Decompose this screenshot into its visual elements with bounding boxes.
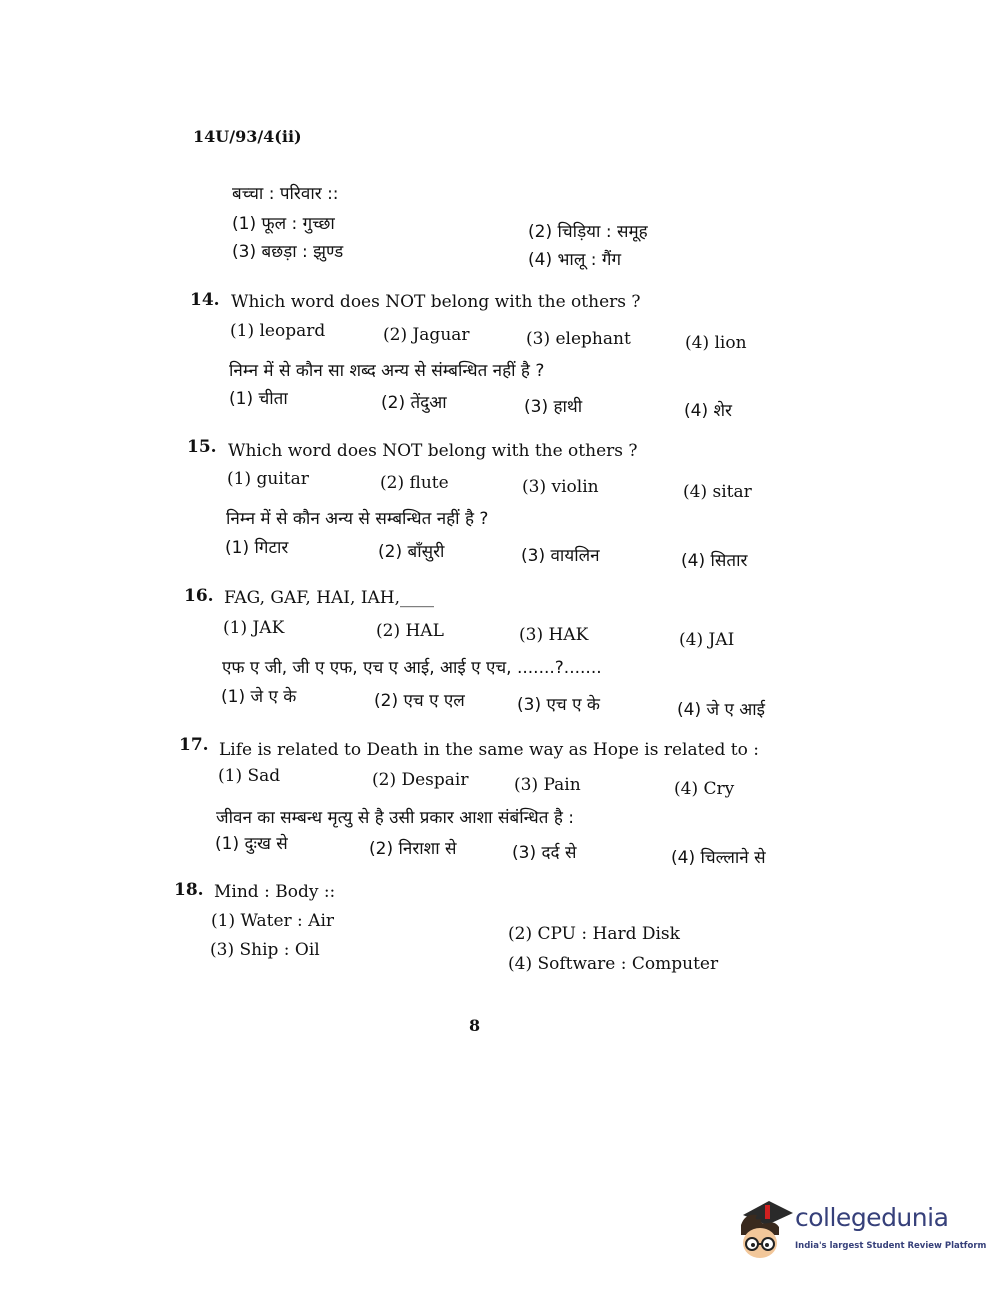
- q17-hindi-option-3: (3) दर्द से: [512, 843, 577, 863]
- q14-text: Which word does NOT belong with the others ?: [231, 292, 641, 312]
- logo-brand: collegedunia: [795, 1203, 949, 1232]
- page-number: 8: [469, 1016, 481, 1035]
- q15-option-2: (2) flute: [380, 473, 449, 493]
- q14-hindi-option-4: (4) शेर: [684, 401, 732, 421]
- q15-hindi-option-1: (1) गिटार: [225, 538, 289, 558]
- q14-option-3: (3) elephant: [526, 329, 631, 349]
- q14-hindi-option-1: (1) चीता: [229, 389, 288, 409]
- q15-option-1: (1) guitar: [227, 469, 309, 489]
- q15-option-4: (4) sitar: [683, 482, 752, 502]
- q13-option-1: (1) फूल : गुच्छा: [232, 214, 335, 234]
- q13-hindi-stem: बच्चा : परिवार ::: [232, 184, 339, 204]
- q17-hindi-option-2: (2) निराशा से: [369, 839, 457, 859]
- q13-option-3: (3) बछड़ा : झुण्ड: [232, 242, 344, 262]
- q18-option-4: (4) Software : Computer: [508, 954, 719, 974]
- q18-option-3: (3) Ship : Oil: [210, 940, 320, 960]
- q16-option-2: (2) HAL: [376, 621, 444, 641]
- q14-number: 14.: [190, 290, 220, 310]
- q14-option-2: (2) Jaguar: [383, 325, 470, 345]
- q17-option-3: (3) Pain: [514, 775, 581, 795]
- q16-hindi-option-4: (4) जे ए आई: [677, 700, 766, 720]
- paper-code: 14U/93/4(ii): [193, 127, 302, 146]
- q16-hindi-option-1: (1) जे ए के: [221, 687, 297, 707]
- q17-option-4: (4) Cry: [674, 779, 735, 799]
- collegedunia-watermark: [735, 1195, 987, 1265]
- q16-hindi-option-2: (2) एच ए एल: [374, 691, 465, 711]
- q16-hindi-text: एफ ए जी, जी ए एफ, एच ए आई, आई ए एच, .......?.......: [222, 658, 602, 678]
- q13-option-4: (4) भालू : गैंग: [528, 250, 622, 270]
- q14-option-4: (4) lion: [685, 333, 747, 353]
- q17-hindi-option-4: (4) चिल्लाने से: [671, 848, 766, 868]
- q17-text: Life is related to Death in the same way as Hope is related to :: [219, 740, 760, 760]
- q16-number: 16.: [184, 586, 214, 606]
- q17-option-2: (2) Despair: [372, 770, 469, 790]
- q17-hindi-text: जीवन का सम्बन्ध मृत्यु से है उसी प्रकार आशा संबंन्धित है :: [216, 808, 575, 828]
- q18-option-1: (1) Water : Air: [211, 911, 335, 931]
- q15-number: 15.: [187, 437, 217, 457]
- q18-number: 18.: [174, 880, 204, 900]
- q17-option-1: (1) Sad: [218, 766, 281, 786]
- q15-hindi-option-3: (3) वायलिन: [521, 546, 600, 566]
- q16-option-3: (3) HAK: [519, 625, 589, 645]
- q17-number: 17.: [179, 735, 209, 755]
- q15-text: Which word does NOT belong with the others ?: [228, 441, 638, 461]
- q14-hindi-option-2: (2) तेंदुआ: [381, 393, 447, 413]
- q14-option-1: (1) leopard: [230, 321, 326, 341]
- q17-hindi-option-1: (1) दुःख से: [215, 834, 288, 854]
- q16-text: FAG, GAF, HAI, IAH,____: [224, 588, 435, 608]
- q15-option-3: (3) violin: [522, 477, 599, 497]
- q15-hindi-option-2: (2) बाँसुरी: [378, 542, 445, 562]
- q16-option-4: (4) JAI: [679, 630, 735, 650]
- logo-tagline: India's largest Student Review Platform: [795, 1241, 987, 1251]
- q18-option-2: (2) CPU : Hard Disk: [508, 924, 680, 944]
- q14-hindi-option-3: (3) हाथी: [524, 397, 583, 417]
- q15-hindi-option-4: (4) सितार: [681, 551, 748, 571]
- mascot-icon: [735, 1195, 797, 1265]
- q13-option-2: (2) चिड़िया : समूह: [528, 222, 648, 242]
- q18-text: Mind : Body ::: [214, 882, 336, 902]
- q14-hindi-text: निम्न में से कौन सा शब्द अन्य से संम्बन्धित नहीं है ?: [229, 361, 545, 381]
- q16-option-1: (1) JAK: [223, 618, 285, 638]
- q16-hindi-option-3: (3) एच ए के: [517, 695, 600, 715]
- q15-hindi-text: निम्न में से कौन अन्य से सम्बन्धित नहीं है ?: [226, 509, 489, 529]
